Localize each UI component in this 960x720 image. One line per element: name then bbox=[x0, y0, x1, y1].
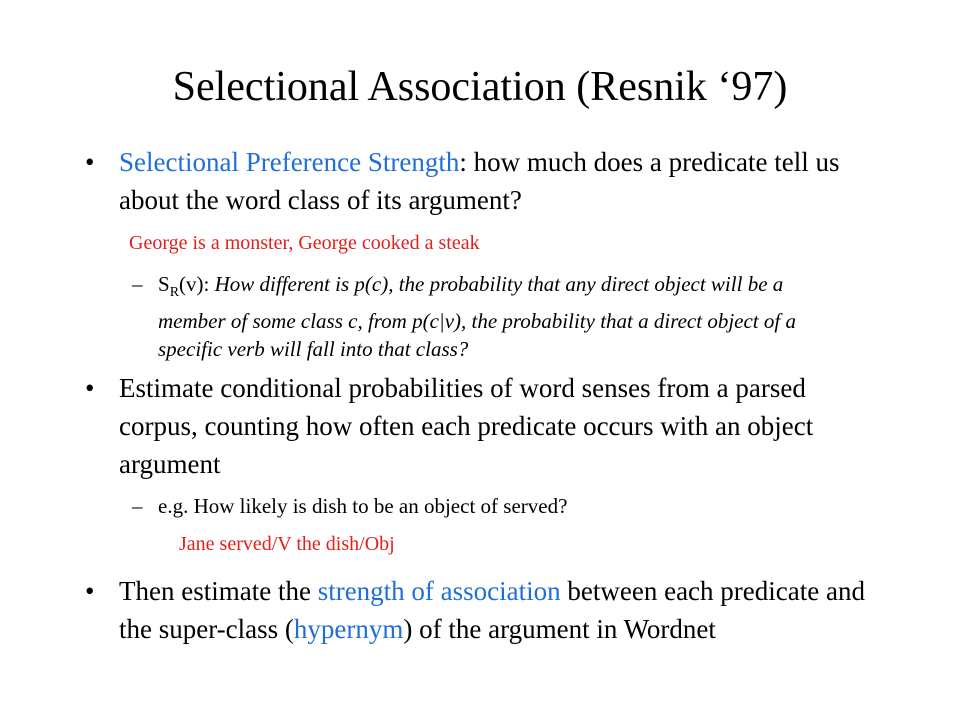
dash-marker: – bbox=[132, 494, 143, 518]
slide-title: Selectional Association (Resnik ‘97) bbox=[172, 64, 788, 110]
bullet-marker: • bbox=[85, 373, 95, 403]
bullet-text-part1: Then estimate the bbox=[119, 576, 318, 606]
example-george: George is a monster, George cooked a steak bbox=[129, 232, 480, 254]
sr-definition: How different is p(c), the probability that any direct object will be a member of some class c, from p(c|v), the probability that a direct object of a specific verb will fall into that class? bbox=[158, 272, 796, 362]
sr-subscript: R bbox=[169, 285, 180, 301]
bullet-text: Estimate conditional probabilities of word senses from a parsed corpus, counting how often each predicate occurs with an object argument bbox=[119, 373, 814, 479]
bullet-text bbox=[119, 143, 885, 219]
bullet-text-part2: between each predicate and the super-class ( bbox=[119, 576, 865, 644]
example-jane: Jane served/V the dish/Obj bbox=[179, 533, 395, 555]
sub-bullet-text bbox=[158, 270, 852, 363]
term-selectional-preference-strength: Selectional Preference Strength bbox=[119, 147, 460, 177]
sr-symbol: S bbox=[158, 272, 170, 296]
sub-bullet-text: e.g. How likely is dish to be an object of served? bbox=[158, 494, 568, 518]
bullet-marker: • bbox=[85, 576, 95, 606]
term-strength-of-association: strength of association bbox=[317, 576, 561, 606]
bullet-text-part3: ) of the argument in Wordnet bbox=[403, 614, 716, 644]
sr-argument: (v): bbox=[179, 272, 215, 296]
bullet-text-rest: : how much does a predicate tell us about the word class of its argument? bbox=[119, 147, 840, 215]
bullet-marker: • bbox=[85, 147, 95, 177]
bullet-text bbox=[119, 572, 885, 648]
term-hypernym: hypernym bbox=[293, 614, 404, 644]
dash-marker: – bbox=[132, 272, 143, 296]
